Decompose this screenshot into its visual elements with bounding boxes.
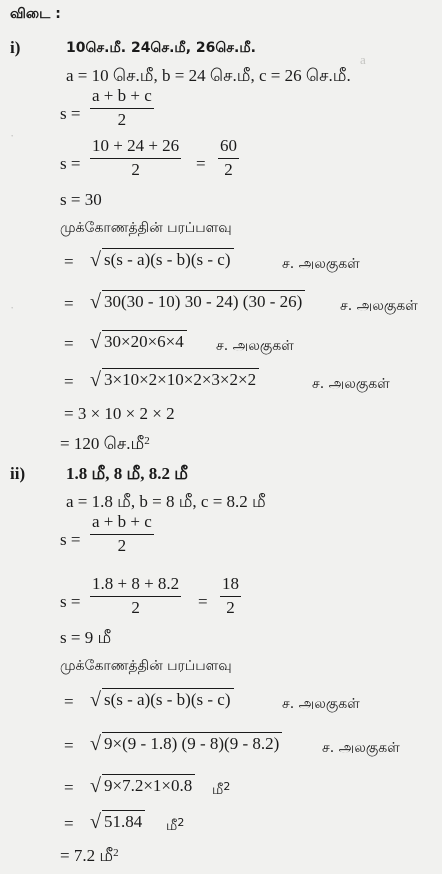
radicand: 3×10×2×10×2×3×2×2 [102, 368, 259, 390]
part2-s2-lhs: s = [60, 592, 81, 611]
part2-s-lhs: s = [60, 530, 81, 549]
part2-s2b-fraction [220, 574, 241, 618]
part2-eq4: = [64, 814, 74, 833]
part1-s-lhs: s = [60, 104, 81, 123]
fraction-numerator: 60 [218, 136, 239, 159]
part2-s2-fraction [90, 574, 181, 618]
part1-s-value: s = 30 [60, 190, 102, 209]
radicand: s(s - a)(s - b)(s - c) [102, 248, 234, 270]
radicand: 30(30 - 10) 30 - 24) (30 - 26) [102, 290, 305, 312]
part1-s2-lhs: s = [60, 154, 81, 173]
radicand: 30×20×6×4 [102, 330, 187, 352]
part2-unit-1: ச. அலகுகள் [282, 696, 360, 712]
part1-given: a = 10 செ.மீ, b = 24 செ.மீ, c = 26 செ.மீ. [66, 66, 351, 85]
sqrt-icon: √ [90, 369, 101, 391]
part2-radical-4 [90, 810, 145, 832]
part2-eq2: = [64, 736, 74, 755]
fraction-numerator: a + b + c [90, 512, 154, 535]
part2-unit-2: ச. அலகுகள் [322, 740, 400, 756]
part1-s-fraction [90, 86, 154, 130]
part2-given: a = 1.8 மீ, b = 8 மீ, c = 8.2 மீ [66, 492, 266, 511]
bleed-mark: · [10, 128, 15, 143]
part1-unit-3: ச. அலகுகள் [216, 338, 294, 354]
part1-unit-1: ச. அலகுகள் [282, 256, 360, 272]
fraction-denominator: 2 [226, 598, 235, 617]
part1-s2b-fraction [218, 136, 239, 180]
bleed-mark: a [360, 52, 366, 67]
part1-radical-3 [90, 330, 187, 352]
part1-eq: = [196, 154, 206, 173]
part2-unit-3: மீ$^2$ [212, 780, 231, 798]
fraction-numerator: a + b + c [90, 86, 154, 109]
part1-result: = 120 செ.மீ$^2$ [60, 434, 150, 453]
fraction-denominator: 2 [117, 536, 127, 555]
part1-unit-4: ச. அலகுகள் [312, 376, 390, 392]
sqrt-icon: √ [90, 331, 101, 353]
fraction-numerator: 18 [220, 574, 241, 597]
sqrt-icon: √ [90, 733, 101, 755]
sqrt-icon: √ [90, 249, 101, 271]
fraction-denominator: 2 [117, 110, 127, 129]
part2-s-fraction [90, 512, 154, 556]
part1-radical-4 [90, 368, 259, 390]
part2-radical-2 [90, 732, 282, 754]
part1-area-title: முக்கோணத்தின் பரப்பளவு [60, 220, 232, 236]
radicand: 51.84 [102, 810, 145, 832]
part2-radical-1 [90, 688, 234, 710]
part2-eq1: = [64, 692, 74, 711]
part1-eq3: = [64, 334, 74, 353]
part1-eq1: = [64, 252, 74, 271]
part1-product: = 3 × 10 × 2 × 2 [64, 404, 175, 423]
sqrt-icon: √ [90, 775, 101, 797]
fraction-denominator: 2 [131, 598, 140, 617]
radicand: 9×(9 - 1.8) (9 - 8)(9 - 8.2) [102, 732, 282, 754]
part2-s-value: s = 9 மீ [60, 628, 112, 647]
part2-result: = 7.2 மீ$^2$ [60, 846, 119, 865]
part1-eq2: = [64, 294, 74, 313]
bleed-mark: · [10, 300, 15, 315]
part1-unit-2: ச. அலகுகள் [340, 298, 418, 314]
part1-radical-2 [90, 290, 305, 312]
part2-eq3: = [64, 778, 74, 797]
part1-heading: 10செ.மீ. 24செ.மீ, 26செ.மீ. [66, 40, 256, 56]
radicand: 9×7.2×1×0.8 [102, 774, 195, 796]
sqrt-icon: √ [90, 689, 101, 711]
part1-eq4: = [64, 372, 74, 391]
part1-radical-1 [90, 248, 234, 270]
part1-s2-fraction [90, 136, 181, 180]
part2-area-title: முக்கோணத்தின் பரப்பளவு [60, 658, 232, 674]
sqrt-icon: √ [90, 291, 101, 313]
part2-unit-4: மீ$^2$ [166, 816, 185, 834]
sqrt-icon: √ [90, 811, 101, 833]
fraction-numerator: 10 + 24 + 26 [90, 136, 181, 159]
fraction-numerator: 1.8 + 8 + 8.2 [90, 574, 181, 597]
part1-label: i) [10, 38, 21, 57]
part2-radical-3 [90, 774, 195, 796]
fraction-denominator: 2 [224, 160, 233, 179]
part2-heading: 1.8 மீ, 8 மீ, 8.2 மீ [66, 464, 188, 483]
part2-label: ii) [10, 464, 26, 483]
fraction-denominator: 2 [131, 160, 140, 179]
part2-eq: = [198, 592, 208, 611]
radicand: s(s - a)(s - b)(s - c) [102, 688, 234, 710]
answer-heading: விடை : [10, 6, 61, 22]
